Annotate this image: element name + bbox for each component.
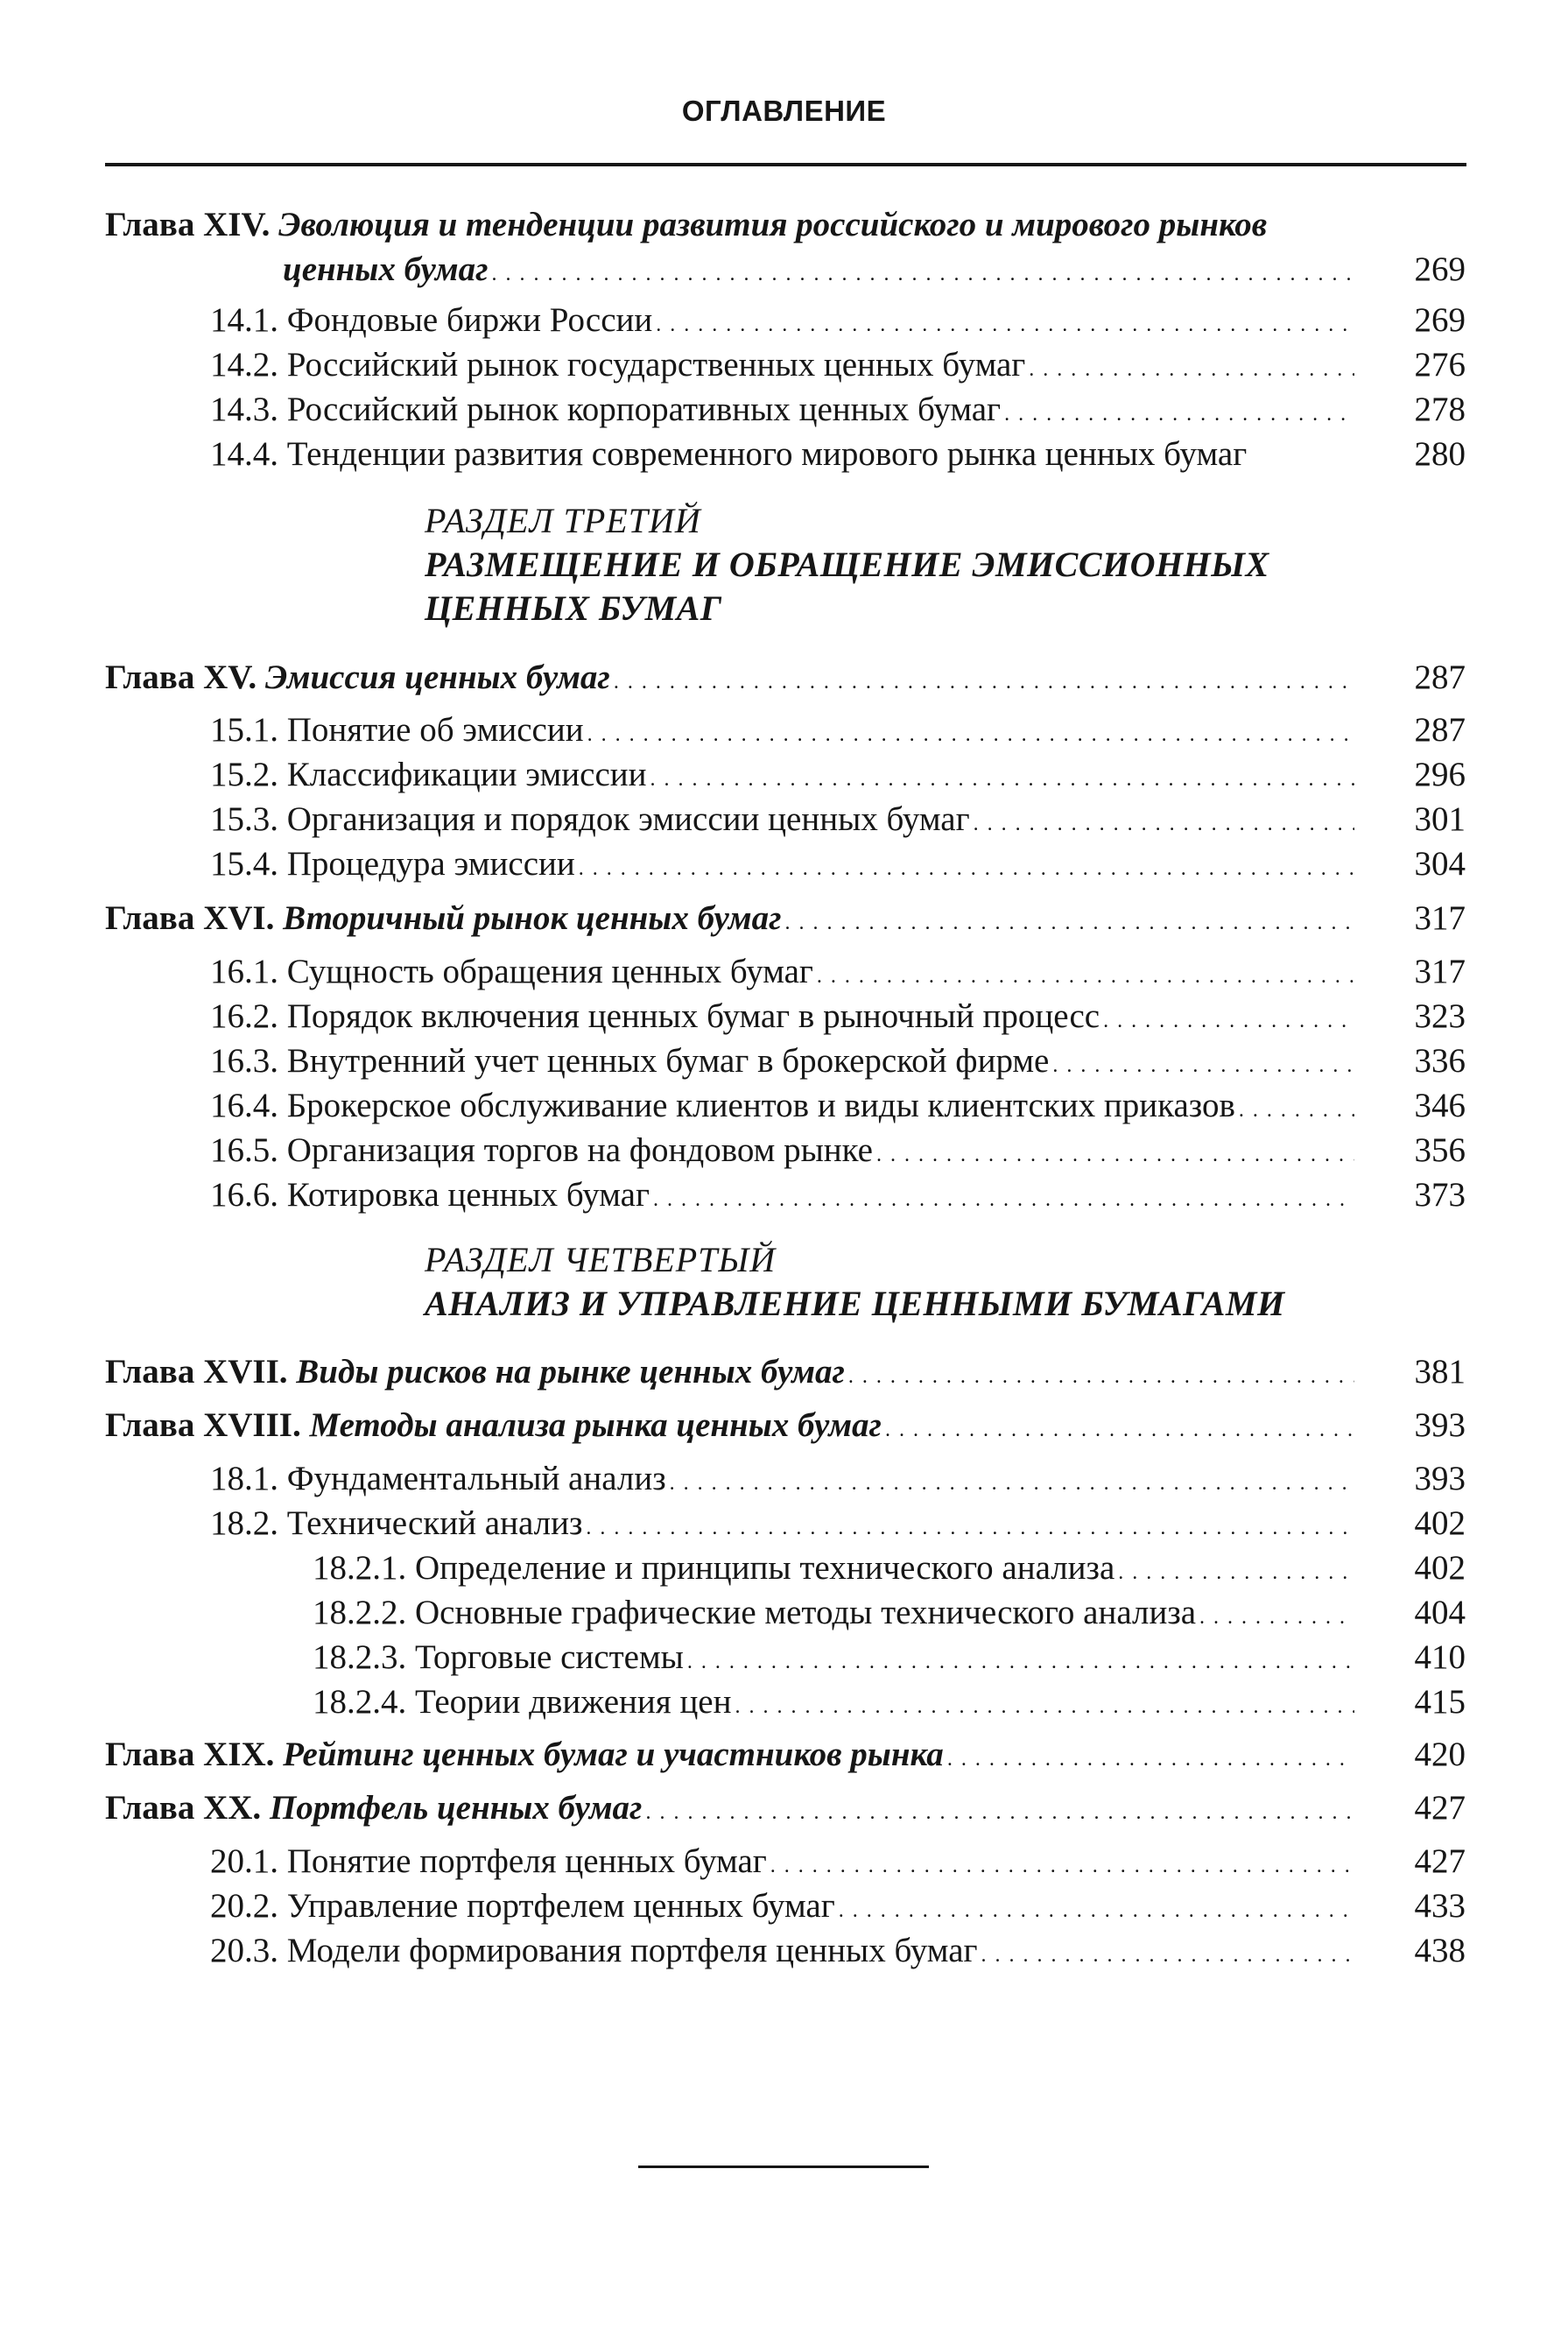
dot-leader (839, 1890, 1354, 1932)
chapter-prefix: Глава XX. (105, 1789, 262, 1827)
entry-number: 16.1. (210, 953, 278, 990)
entry-title: Сущность обращения ценных бумаг (286, 953, 813, 990)
entry-number: 20.1. (210, 1842, 278, 1880)
page-number: 393 (1414, 1406, 1466, 1444)
entry-title: Тенденции развития современного мирового рынка ценных бумаг (286, 435, 1248, 473)
dot-leader (1239, 1089, 1354, 1131)
dot-leader (587, 714, 1354, 756)
chapter-title: Портфель ценных бумаг (269, 1789, 643, 1827)
entry-number: 20.3. (210, 1932, 278, 1969)
toc-entry-16-1[interactable] (210, 951, 1360, 997)
page-number: 301 (1414, 800, 1466, 838)
entry-title: Российский рынок государственных ценных бумаг (286, 346, 1026, 384)
page-number: 269 (1414, 301, 1466, 339)
section-title: АНАЛИЗ И УПРАВЛЕНИЕ ЦЕННЫМИ БУМАГАМИ (425, 1284, 1285, 1323)
dot-leader (735, 1686, 1355, 1728)
page-number: 427 (1414, 1842, 1466, 1880)
page-number: 304 (1414, 845, 1466, 883)
dot-leader (848, 1356, 1354, 1398)
page-number: 402 (1414, 1504, 1466, 1542)
toc-entry-20-2[interactable] (210, 1885, 1360, 1932)
toc-entry-16-6[interactable] (210, 1174, 1360, 1221)
dot-leader (670, 1462, 1354, 1504)
toc-subentry-18-2-4[interactable] (313, 1681, 1360, 1728)
entry-title: Фундаментальный анализ (286, 1460, 666, 1497)
page-number: 287 (1414, 711, 1466, 749)
entry-number: 15.3. (210, 800, 278, 838)
section-label: РАЗДЕЛ ТРЕТИЙ (425, 501, 701, 540)
dot-leader (687, 1641, 1354, 1683)
page-number: 287 (1414, 658, 1466, 696)
dot-leader (656, 304, 1354, 346)
page-number: 317 (1414, 953, 1466, 990)
toc-entry-20-1[interactable] (210, 1841, 1360, 1887)
chapter-prefix: Глава XV. (105, 658, 257, 696)
page-number: 346 (1414, 1087, 1466, 1124)
page-number: 438 (1414, 1932, 1466, 1969)
entry-number: 16.3. (210, 1042, 278, 1080)
end-rule (638, 2166, 929, 2168)
entry-number: 20.2. (210, 1887, 278, 1925)
dot-leader (1004, 393, 1354, 435)
dot-leader (770, 1845, 1354, 1887)
dot-leader (653, 1179, 1354, 1221)
page-number: 373 (1414, 1176, 1466, 1214)
dot-leader (1103, 1000, 1354, 1042)
entry-title: Брокерское обслуживание клиентов и виды клиентских приказов (286, 1087, 1235, 1124)
dot-leader (981, 1934, 1354, 1976)
entry-title: Понятие об эмиссии (286, 711, 584, 749)
entry-title: Основные графические методы технического анализа (415, 1594, 1197, 1631)
toc-entry-14-2[interactable] (210, 344, 1360, 391)
chapter-title: Вторичный рынок ценных бумаг (283, 899, 782, 937)
chapter-16-heading[interactable] (105, 898, 1360, 944)
entry-number: 14.4. (210, 435, 278, 473)
entry-title: Модели формирования портфеля ценных бумаг (286, 1932, 978, 1969)
toc-entry-20-3[interactable] (210, 1930, 1360, 1976)
dot-leader (1029, 349, 1354, 391)
entry-title: Внутренний учет ценных бумаг в брокерской фирме (286, 1042, 1050, 1080)
dot-leader (885, 1409, 1354, 1451)
page-number: 317 (1414, 899, 1466, 937)
chapter-title: Виды рисков на рынке ценных бумаг (296, 1353, 845, 1391)
dot-leader (614, 661, 1354, 703)
entry-number: 18.2.2. (313, 1594, 407, 1631)
section-third-heading (425, 499, 1269, 630)
toc-entry-14-1[interactable] (210, 299, 1360, 346)
entry-title: Технический анализ (286, 1504, 583, 1542)
chapter-title-cont: ценных бумаг (283, 250, 489, 288)
chapter-14-heading-cont[interactable] (283, 249, 1360, 295)
entry-number: 15.2. (210, 756, 278, 793)
chapter-20-heading[interactable] (105, 1787, 1360, 1834)
entry-number: 16.5. (210, 1131, 278, 1169)
chapter-18-heading[interactable] (105, 1405, 1360, 1451)
entry-number: 18.2.1. (313, 1549, 407, 1587)
toc-entry-18-2[interactable] (210, 1503, 1360, 1549)
section-label: РАЗДЕЛ ЧЕТВЕРТЫЙ (425, 1240, 777, 1279)
chapter-title: Рейтинг ценных бумаг и участников рынка (283, 1736, 944, 1773)
entry-title: Теории движения цен (415, 1683, 732, 1721)
dot-leader (1118, 1552, 1354, 1594)
entry-title: Организация и порядок эмиссии ценных бумаг (286, 800, 970, 838)
page-number: 296 (1414, 756, 1466, 793)
chapter-14-heading[interactable] (105, 204, 1267, 246)
page-number: 404 (1414, 1594, 1466, 1631)
entry-title: Определение и принципы технического анализа (415, 1549, 1115, 1587)
dot-leader (817, 955, 1354, 997)
entry-number: 18.2.4. (313, 1683, 407, 1721)
toc-entry-14-4[interactable] (210, 433, 1360, 475)
toc-entry-15-3[interactable] (210, 799, 1360, 845)
entry-number: 14.1. (210, 301, 278, 339)
dot-leader (579, 848, 1354, 890)
toc-entry-15-1[interactable] (210, 709, 1360, 756)
page-number: 381 (1414, 1353, 1466, 1391)
chapter-title: Эмиссия ценных бумаг (264, 658, 610, 696)
dot-leader (785, 902, 1355, 944)
toc-entry-16-4[interactable] (210, 1085, 1360, 1131)
entry-title: Торговые системы (415, 1638, 684, 1676)
entry-number: 18.2.3. (313, 1638, 407, 1676)
chapter-prefix: Глава XVII. (105, 1353, 288, 1391)
dot-leader (645, 1792, 1354, 1834)
page-title: ОГЛАВЛЕНИЕ (681, 95, 887, 127)
chapter-17-heading[interactable] (105, 1351, 1360, 1398)
entry-title: Классификации эмиссии (286, 756, 647, 793)
dot-leader (947, 1738, 1354, 1780)
toc-subentry-18-2-1[interactable] (313, 1547, 1360, 1594)
toc-entry-16-2[interactable] (210, 996, 1360, 1042)
entry-title: Порядок включения ценных бумаг в рыночный процесс (286, 997, 1100, 1035)
chapter-prefix: Глава XVIII. (105, 1406, 301, 1444)
dot-leader (586, 1507, 1354, 1549)
page-number: 410 (1414, 1638, 1466, 1676)
chapter-15-heading[interactable] (105, 657, 1360, 703)
entry-number: 18.1. (210, 1460, 278, 1497)
section-title-cont: ЦЕННЫХ БУМАГ (425, 588, 722, 628)
dot-leader (974, 803, 1354, 845)
chapter-prefix: Глава XIX. (105, 1736, 275, 1773)
section-title: РАЗМЕЩЕНИЕ И ОБРАЩЕНИЕ ЭМИССИОННЫХ (425, 545, 1269, 584)
entry-title: Процедура эмиссии (286, 845, 575, 883)
page-number: 276 (1414, 346, 1466, 384)
page-number: 402 (1414, 1549, 1466, 1587)
dot-leader (876, 1134, 1354, 1176)
page-number: 278 (1414, 391, 1466, 428)
toc-entry-18-1[interactable] (210, 1458, 1360, 1504)
entry-title: Организация торгов на фондовом рынке (286, 1131, 873, 1169)
page-number: 280 (1414, 435, 1466, 473)
toc-entry-15-4[interactable] (210, 843, 1360, 890)
page-number: 433 (1414, 1887, 1466, 1925)
page-number: 269 (1414, 250, 1466, 288)
chapter-title: Эволюция и тенденции развития российского и мирового рынков (278, 206, 1268, 243)
toc-subentry-18-2-2[interactable] (313, 1592, 1360, 1638)
entry-number: 16.4. (210, 1087, 278, 1124)
entry-title: Управление портфелем ценных бумаг (286, 1887, 835, 1925)
entry-title: Котировка ценных бумаг (286, 1176, 650, 1214)
entry-number: 16.2. (210, 997, 278, 1035)
entry-number: 14.3. (210, 391, 278, 428)
toc-entry-16-3[interactable] (210, 1040, 1360, 1087)
dot-leader (492, 253, 1354, 295)
entry-number: 18.2. (210, 1504, 278, 1542)
entry-number: 15.1. (210, 711, 278, 749)
dot-leader (1052, 1045, 1354, 1087)
page-number: 393 (1414, 1460, 1466, 1497)
section-fourth-heading (425, 1238, 1285, 1326)
page-number: 420 (1414, 1736, 1466, 1773)
toc-entry-16-5[interactable] (210, 1130, 1360, 1176)
entry-number: 15.4. (210, 845, 278, 883)
page-number: 356 (1414, 1131, 1466, 1169)
toc-subentry-18-2-3[interactable] (313, 1637, 1360, 1683)
dot-leader (650, 758, 1354, 800)
toc-entry-14-3[interactable] (210, 389, 1360, 435)
toc-entry-15-2[interactable] (210, 754, 1360, 800)
dot-leader (1199, 1596, 1354, 1638)
entry-number: 16.6. (210, 1176, 278, 1214)
chapter-prefix: Глава XVI. (105, 899, 275, 937)
page-number: 336 (1414, 1042, 1466, 1080)
entry-number: 14.2. (210, 346, 278, 384)
entry-title: Российский рынок корпоративных ценных бумаг (286, 391, 1002, 428)
page-number: 323 (1414, 997, 1466, 1035)
chapter-19-heading[interactable] (105, 1734, 1360, 1780)
page-number: 415 (1414, 1683, 1466, 1721)
entry-title: Понятие портфеля ценных бумаг (286, 1842, 767, 1880)
chapter-title: Методы анализа рынка ценных бумаг (309, 1406, 882, 1444)
entry-title: Фондовые биржи России (286, 301, 653, 339)
chapter-prefix: Глава XIV. (105, 206, 271, 243)
page-number: 427 (1414, 1789, 1466, 1827)
